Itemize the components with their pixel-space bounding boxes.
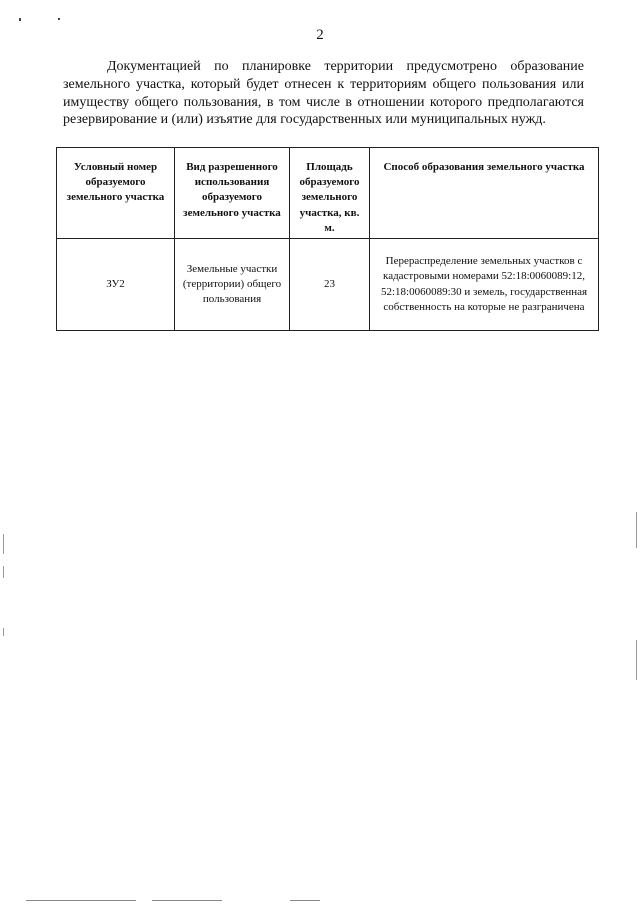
header-plot-number: Условный номер образуемого земельного участка (57, 148, 175, 239)
scan-footer-line (152, 900, 222, 901)
scan-margin-mark (3, 566, 4, 578)
cell-formation-method: Перераспределение земельных участков с кадастровыми номерами 52:18:0060089:12, 52:18:0060089:30 и земель, государственная собственность на которые не разграничена (370, 239, 599, 331)
intro-paragraph: Документацией по планировке территории предусмотрено образование земельного участка, который будет отнесен к территориям общего пользования или имуществу общего пользования, в том числе в отношении которого предполагаются резервирование и (или) изъятие для государственных или муниципальных нужд. (63, 59, 584, 128)
scan-margin-mark (3, 534, 4, 554)
scan-margin-mark (636, 640, 637, 680)
scan-footer-line (290, 900, 320, 901)
scan-speck (58, 18, 60, 20)
table-row (57, 239, 599, 331)
header-area: Площадь образуемого земельного участка, кв. м. (290, 148, 370, 239)
scan-footer-line (26, 900, 136, 901)
scan-speck (19, 18, 21, 21)
cell-permitted-use: Земельные участки (территории) общего пользования (175, 239, 290, 331)
header-permitted-use: Вид разрешенного использования образуемого земельного участка (175, 148, 290, 239)
scan-margin-mark (3, 628, 4, 636)
page-number: 2 (316, 27, 324, 43)
table-header-row (57, 148, 599, 239)
land-plot-table (56, 147, 599, 331)
cell-plot-number: ЗУ2 (57, 239, 175, 331)
scan-margin-mark (636, 512, 637, 548)
header-formation-method: Способ образования земельного участка (370, 148, 599, 239)
cell-area: 23 (290, 239, 370, 331)
